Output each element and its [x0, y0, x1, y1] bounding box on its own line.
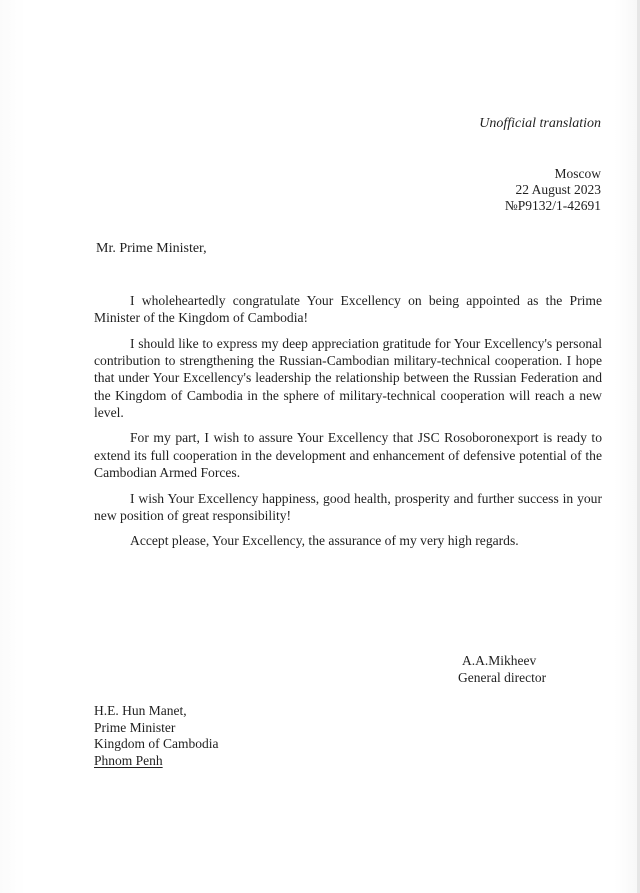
paragraph-congratulation: I wholeheartedly congratulate Your Excellency on being appointed as the Prime Minister of the Kingdom of Cambodia!: [94, 293, 602, 326]
reference-number: №P9132/1-42691: [504, 198, 601, 213]
letter-date: 22 August 2023: [515, 182, 601, 197]
salutation: Mr. Prime Minister,: [96, 241, 207, 256]
addressee-city: Phnom Penh: [94, 752, 163, 768]
letter-meta: [505, 166, 601, 214]
paragraph-closing: Accept please, Your Excellency, the assurance of my very high regards.: [130, 533, 519, 549]
addressee-block: [94, 703, 219, 769]
signatory-title: General director: [458, 670, 547, 685]
addressee-country: Kingdom of Cambodia: [94, 736, 219, 751]
paragraph-appreciation: I should like to express my deep appreciation gratitude for Your Excellency's personal contribution to strengthening the Russian-Cambodian military-technical cooperation. I hope that under Your Excellency's leadership the relationship between the Russian Federation and the Kingdom of Cambodia in the sphere of military-technical cooperation will reach a new level.: [94, 335, 602, 420]
addressee-name: H.E. Hun Manet,: [94, 703, 187, 718]
paragraph-wishes: I wish Your Excellency happiness, good health, prosperity and further success in your new position of great responsibility!: [94, 490, 602, 523]
letter-body: [94, 292, 602, 558]
letter-city: Moscow: [554, 166, 601, 181]
signature-block: [458, 652, 546, 686]
signatory-name: A.A.Mikheev: [462, 653, 537, 668]
paragraph-cooperation: For my part, I wish to assure Your Excellency that JSC Rosoboronexport is ready to extend its full cooperation in the development and enhancement of defensive potential of the Cambodian Armed Forces.: [94, 430, 602, 480]
translation-note: Unofficial translation: [479, 116, 601, 131]
addressee-position: Prime Minister: [94, 719, 176, 735]
